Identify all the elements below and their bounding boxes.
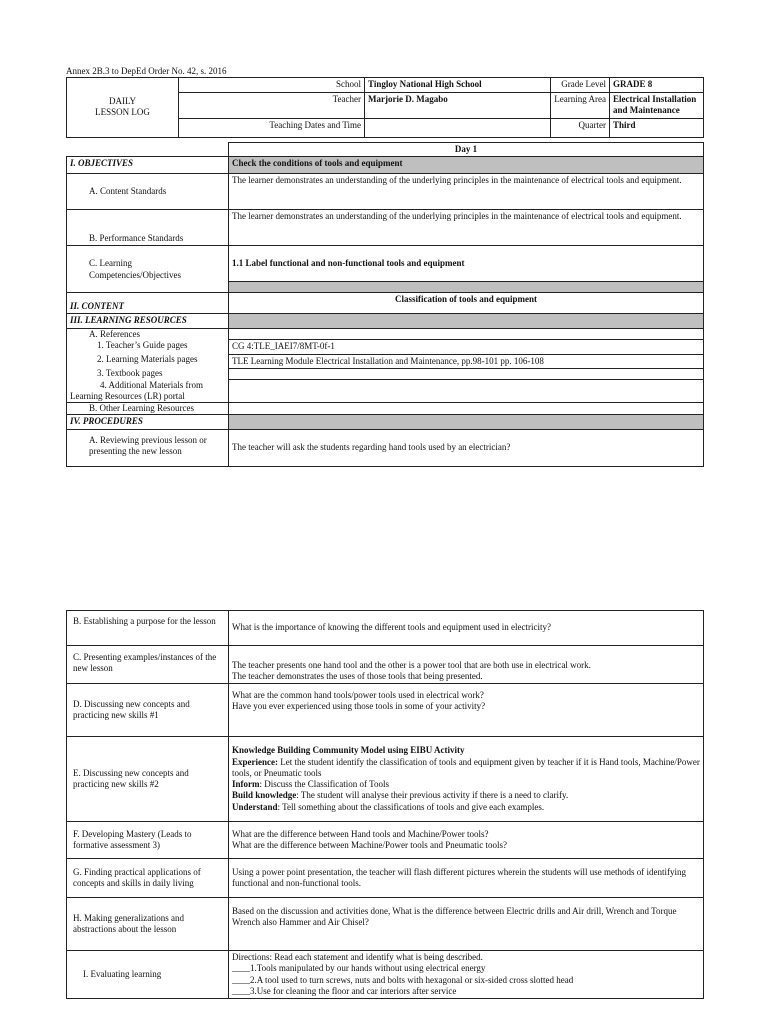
annex-reference: Annex 2B.3 to DepEd Order No. 42, s. 2016 — [66, 66, 227, 76]
proc-d-value — [229, 684, 704, 737]
procedures-shaded-row — [229, 415, 704, 429]
content-standards-label: A. Content Standards — [67, 174, 229, 210]
lesson-log-table-1 — [66, 142, 704, 467]
proc-c-line1: The teacher presents one hand tool and the other is a power tool that are both use in electrical work. — [232, 659, 591, 670]
proc-i-value — [229, 951, 704, 999]
objectives-heading: I. OBJECTIVES — [67, 157, 229, 174]
proc-i-label: I. Evaluating learning — [67, 951, 229, 999]
teacher-label: Teacher — [179, 93, 365, 119]
textbook-label: 3. Textbook pages — [67, 368, 229, 379]
proc-c-value — [229, 646, 704, 684]
competencies-shaded-row — [229, 282, 704, 293]
resources-shaded-row — [229, 314, 704, 328]
proc-i-item1: ____1.Tools manipulated by our hands without using electrical energy — [232, 963, 486, 974]
proc-e-label: E. Discussing new concepts and practicing new skills #2 — [67, 737, 229, 822]
proc-f-line2: What are the difference between Machine/Power tools and Pneumatic tools? — [232, 840, 507, 850]
proc-e-build — [232, 790, 700, 801]
proc-g-value: Using a power point presentation, the teacher will flash different pictures wherein the students will use methods of identifying functional and non-functional tools. — [229, 859, 704, 898]
additional-materials-value — [229, 380, 704, 403]
proc-e-understand — [232, 802, 700, 813]
content-heading: II. CONTENT — [67, 293, 229, 314]
proc-a-label: A. Reviewing previous lesson or presenting the new lesson — [67, 429, 229, 466]
content-value: Classification of tools and equipment — [229, 293, 704, 314]
references-value — [229, 328, 704, 340]
dates-value — [365, 118, 551, 137]
additional-materials-label: 4. Additional Materials from Learning Resources (LR) portal — [67, 380, 229, 403]
proc-c-label: C. Presenting examples/instances of the new lesson — [67, 646, 229, 684]
learning-materials-value: TLE Learning Module Electrical Installation and Maintenance, pp.98-101 pp. 106-108 — [229, 354, 704, 368]
teachers-guide-value: CG 4:TLE_IAEI7/8MT-0f-1 — [229, 340, 704, 354]
objectives-title: Check the conditions of tools and equipment — [229, 157, 704, 174]
experience-key: Experience: — [232, 756, 278, 767]
proc-c-line2: The teacher demonstrates the uses of those tools that being presented. — [232, 670, 483, 681]
proc-d-label: D. Discussing new concepts and practicing new skills #1 — [67, 684, 229, 737]
textbook-value — [229, 368, 704, 379]
grade-label: Grade Level — [551, 78, 610, 93]
build-key: Build knowledge — [232, 790, 297, 801]
lesson-log-table-2 — [66, 610, 704, 999]
proc-i-directions: Directions: Read each statement and identify what is being described. — [232, 952, 483, 962]
day-label: Day 1 — [229, 143, 704, 157]
proc-g-label: G. Finding practical applications of concepts and skills in daily living — [67, 859, 229, 898]
proc-e-inform — [232, 779, 700, 790]
daily-lesson-log-title — [67, 78, 179, 138]
grade-value: GRADE 8 — [610, 78, 704, 93]
dll-line1: DAILY — [108, 96, 137, 106]
proc-e-value — [229, 737, 704, 822]
proc-h-label: H. Making generalizations and abstractions about the lesson — [67, 898, 229, 951]
learning-materials-label: 2. Learning Materials pages — [67, 354, 229, 368]
content-standards-value: The learner demonstrates an understanding of the underlying principles in the maintenance of electrical tools and equipment. — [229, 174, 704, 210]
proc-b-label: B. Establishing a purpose for the lesson — [67, 611, 229, 646]
performance-standards-label: B. Performance Standards — [67, 210, 229, 246]
proc-f-value — [229, 822, 704, 859]
proc-e-experience — [232, 757, 700, 780]
inform-text: : Discuss the Classification of Tools — [259, 779, 389, 789]
understand-text: : Tell something about the classifications of tools and give each examples. — [277, 801, 545, 812]
understand-key: Understand — [232, 801, 278, 812]
dll-line2: LESSON LOG — [95, 107, 150, 118]
other-resources-label: B. Other Learning Resources — [67, 403, 229, 415]
header-table — [66, 77, 704, 138]
quarter-label: Quarter — [551, 118, 610, 137]
proc-d-line1: What are the common hand tools/power tools used in electrical work? — [232, 690, 484, 700]
other-resources-value — [229, 403, 704, 415]
competencies-label: C. Learning Competencies/Objectives — [67, 246, 229, 293]
inform-key: Inform — [232, 779, 260, 789]
school-value: Tingloy National High School — [365, 78, 551, 93]
performance-standards-value: The learner demonstrates an understanding of the underlying principles in the maintenance of electrical tools and equipment. — [229, 210, 704, 246]
learning-resources-heading: III. LEARNING RESOURCES — [67, 314, 229, 328]
proc-f-line1: What are the difference between Hand tools and Machine/Power tools? — [232, 828, 489, 839]
school-label: School — [179, 78, 365, 93]
proc-i-item3: ____3.Use for cleaning the floor and car interiors after service — [232, 985, 457, 996]
proc-i-item2: ____2.A tool used to turn screws, nuts and bolts with hexagonal or six-sided cross slotted head — [232, 974, 574, 985]
proc-b-value: What is the importance of knowing the different tools and equipment used in electricity? — [229, 611, 704, 646]
references-label: A. References — [67, 328, 229, 340]
proc-f-label: F. Developing Mastery (Leads to formative assessment 3) — [67, 822, 229, 859]
proc-h-value: Based on the discussion and activities done, What is the difference between Electric drills and Air drill, Wrench and Torque Wrench also Hammer and Air Chisel? — [229, 898, 704, 951]
quarter-value: Third — [610, 118, 704, 137]
procedures-heading: IV. PROCEDURES — [67, 415, 229, 429]
proc-e-title: Knowledge Building Community Model using EIBU Activity — [232, 745, 465, 756]
build-text: : The student will analyse their previous activity if there is a need to clarify. — [296, 790, 569, 801]
proc-d-line2: Have you ever experienced using those tools in some of your activity? — [232, 701, 486, 712]
area-label: Learning Area — [551, 93, 610, 119]
teacher-value: Marjorie D. Magabo — [365, 93, 551, 119]
proc-a-value: The teacher will ask the students regarding hand tools used by an electrician? — [229, 429, 704, 466]
area-value: Electrical Installation and Maintenance — [610, 93, 704, 119]
competencies-value: 1.1 Label functional and non-functional tools and equipment — [229, 246, 704, 282]
teachers-guide-label: 1. Teacher’s Guide pages — [67, 340, 229, 354]
experience-text: Let the student identify the classification of tools and equipment given by teacher if it is Hand tools, Machine/Power tools, or Pneumatic tools — [232, 756, 700, 778]
dates-label: Teaching Dates and Time — [179, 118, 365, 137]
